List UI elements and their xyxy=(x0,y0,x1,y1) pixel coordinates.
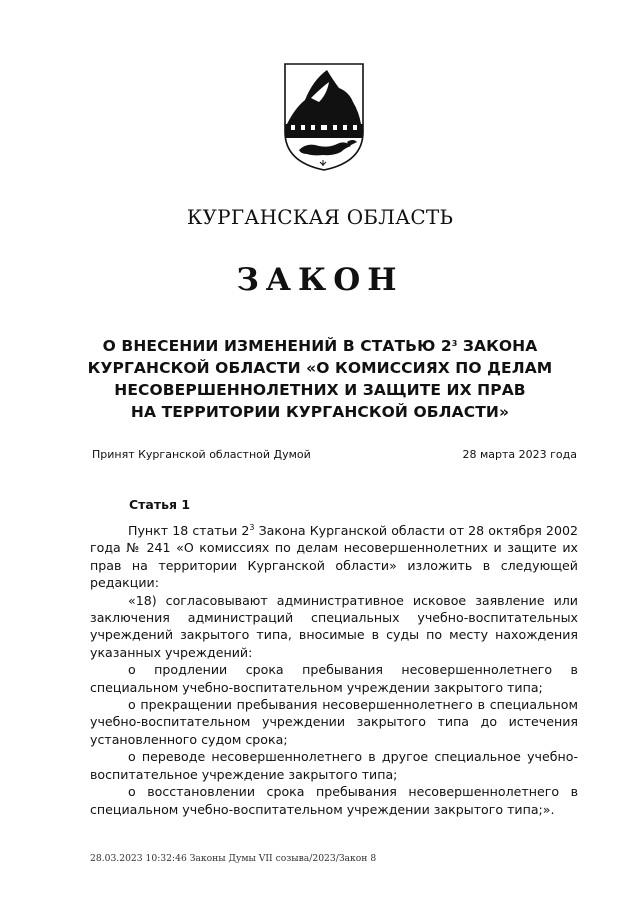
adopted-by: Принят Курганской областной Думой xyxy=(92,448,311,461)
article-paragraph: о прекращении пребывания несовершеннолетнего в специальном учебно-воспитательном учреждении закрытого типа до истечения установленного судом срока; xyxy=(90,697,578,747)
law-title xyxy=(40,335,600,423)
region-name: КУРГАНСКАЯ ОБЛАСТЬ xyxy=(186,205,454,229)
law-title-line-2: КУРГАНСКОЙ ОБЛАСТИ «О КОМИССИЯХ ПО ДЕЛАМ xyxy=(87,359,553,377)
article-paragraph: «18) согласовывают административное исковое заявление или заключения администраций специальных учебно-воспитательных учреждений закрытого типа, вносимые в суды по месту нахождения указанных учреждений: xyxy=(90,592,578,660)
article-paragraph: о продлении срока пребывания несовершеннолетнего в специальном учебно-воспитательном учреждении закрытого типа; xyxy=(90,662,578,695)
footer-stamp: 28.03.2023 10:32:46 Законы Думы VII созыва/2023/Закон 8 xyxy=(90,853,377,864)
adoption-meta xyxy=(92,448,577,461)
article-body xyxy=(90,522,578,818)
law-title-line-1: О ВНЕСЕНИИ ИЗМЕНЕНИЙ В СТАТЬЮ $2^3$ ЗАКОНА xyxy=(102,337,538,355)
coat-of-arms-icon xyxy=(283,62,365,172)
article-paragraph: о восстановлении срока пребывания несовершеннолетнего в специальном учебно-воспитательном учреждении закрытого типа;». xyxy=(90,784,578,817)
law-title-line-3: НЕСОВЕРШЕННОЛЕТНИХ И ЗАЩИТЕ ИХ ПРАВ xyxy=(114,381,526,399)
adoption-date: 28 марта 2023 года xyxy=(462,448,577,461)
article-heading: Статья 1 xyxy=(129,497,191,512)
law-title-line-4: НА ТЕРРИТОРИИ КУРГАНСКОЙ ОБЛАСТИ» xyxy=(130,403,510,421)
article-paragraph: Пункт 18 статьи $2^3$ Закона Курганской области от 28 октября 2002 года № 241 «О комиссиях по делам несовершеннолетних и защите их прав на территории Курганской области» изложить в следующей редакции: xyxy=(90,523,578,591)
document-type-heading: ЗАКОН xyxy=(236,262,404,298)
article-paragraph: о переводе несовершеннолетнего в другое специальное учебно-воспитательное учреждение закрытого типа; xyxy=(90,749,578,782)
